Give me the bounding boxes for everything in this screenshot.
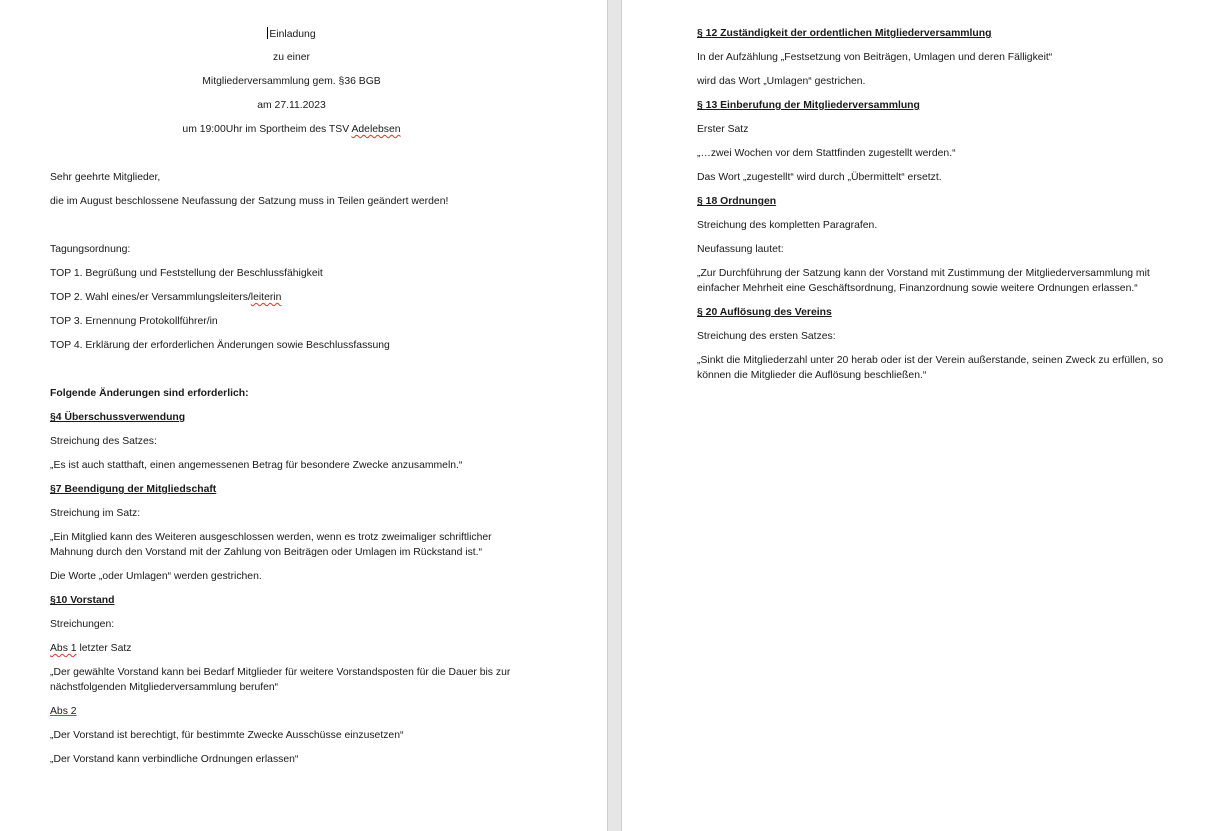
- section-4-quote: „Es ist auch statthaft, einen angemessenen Betrag für besondere Zwecke anzusammeln.“: [50, 460, 463, 471]
- section-10-quote-3: „Der Vorstand kann verbindliche Ordnungen erlassen“: [50, 754, 299, 765]
- section-13-text-2: „…zwei Wochen vor dem Stattfinden zugestellt werden.“: [697, 148, 956, 159]
- spelling-flagged-word: Adelebsen: [351, 124, 401, 135]
- agenda-title: Tagungsordnung:: [50, 244, 131, 255]
- section-10-text: Streichungen:: [50, 619, 115, 630]
- section-18-text-1: Streichung des kompletten Paragrafen.: [697, 220, 878, 231]
- section-20-text: Streichung des ersten Satzes:: [697, 331, 836, 342]
- meeting-time-location: um 19:00Uhr im Sportheim des TSV Adelebsen: [182, 124, 401, 135]
- section-7-text: Streichung im Satz:: [50, 508, 141, 519]
- changes-heading: Folgende Änderungen sind erforderlich:: [50, 388, 249, 399]
- section-12-text-2: wird das Wort „Umlagen“ gestrichen.: [697, 76, 866, 87]
- section-18-text-2: Neufassung lautet:: [697, 244, 784, 255]
- section-10-title: §10 Vorstand: [50, 595, 115, 606]
- section-4-title: §4 Überschussverwendung: [50, 412, 186, 423]
- section-18-quote: „Zur Durchführung der Satzung kann der Vorstand mit Zustimmung der Mitgliederversammlung mit einfacher Mehrheit eine Geschäftsordnung, Finanzordnung sowie weitere Ordnungen erlassen.“: [697, 268, 1150, 294]
- agenda-item-2: TOP 2. Wahl eines/er Versammlungsleiters/leiterin: [50, 292, 282, 303]
- spelling-flagged-word: Abs 1: [50, 643, 77, 654]
- invitation-subtitle: zu einer: [273, 52, 310, 63]
- salutation: Sehr geehrte Mitglieder,: [50, 172, 161, 183]
- section-20-title: § 20 Auflösung des Vereins: [697, 307, 832, 318]
- section-13-title: § 13 Einberufung der Mitgliederversammlung: [697, 100, 920, 111]
- section-10-quote-2: „Der Vorstand ist berechtigt, für bestimmte Zwecke Ausschüsse einzusetzen“: [50, 730, 404, 741]
- spelling-flagged-word: leiterin: [250, 292, 282, 303]
- invitation-title: Einladung: [269, 29, 316, 40]
- section-7-note: Die Worte „oder Umlagen“ werden gestrichen.: [50, 571, 262, 582]
- section-13-text-1: Erster Satz: [697, 124, 749, 135]
- section-4-text: Streichung des Satzes:: [50, 436, 157, 447]
- section-13-text-3: Das Wort „zugestellt“ wird durch „Übermittelt“ ersetzt.: [697, 172, 942, 183]
- section-10-abs2: Abs 2: [50, 706, 77, 717]
- document-page-right[interactable]: [622, 0, 1221, 831]
- section-7-title: §7 Beendigung der Mitgliedschaft: [50, 484, 217, 495]
- section-20-quote: „Sinkt die Mitgliederzahl unter 20 herab oder ist der Verein außerstande, seinen Zweck zu erfüllen, so können die Mitglieder die Auflösung beschließen.“: [697, 355, 1164, 381]
- section-12-title: § 12 Zuständigkeit der ordentlichen Mitgliederversammlung: [697, 28, 992, 39]
- section-10-quote-1: „Der gewählte Vorstand kann bei Bedarf Mitglieder für weitere Vorstandsposten für die Dauer bis zur nächstfolgenden Mitgliederversammlung berufen“: [50, 667, 511, 693]
- agenda-item-3: TOP 3. Ernennung Protokollführer/in: [50, 316, 218, 327]
- section-10-abs1: Abs 1 letzter Satz: [50, 643, 132, 654]
- section-12-text-1: In der Aufzählung „Festsetzung von Beiträgen, Umlagen und deren Fälligkeit“: [697, 52, 1053, 63]
- intro-text: die im August beschlossene Neufassung der Satzung muss in Teilen geändert werden!: [50, 196, 449, 207]
- agenda-item-1: TOP 1. Begrüßung und Feststellung der Beschlussfähigkeit: [50, 268, 323, 279]
- section-18-title: § 18 Ordnungen: [697, 196, 777, 207]
- page-gutter: [607, 0, 622, 831]
- section-7-quote: „Ein Mitglied kann des Weiteren ausgeschlossen werden, wenn es trotz zweimaliger schriftlicher Mahnung durch den Vorstand mit der Zahlung von Beiträgen oder Umlagen im Rückstand ist.“: [50, 532, 492, 558]
- meeting-date: am 27.11.2023: [257, 100, 326, 111]
- agenda-item-4: TOP 4. Erklärung der erforderlichen Änderungen sowie Beschlussfassung: [50, 340, 390, 351]
- document-page-left[interactable]: [0, 0, 607, 831]
- meeting-type: Mitgliederversammlung gem. §36 BGB: [202, 76, 381, 87]
